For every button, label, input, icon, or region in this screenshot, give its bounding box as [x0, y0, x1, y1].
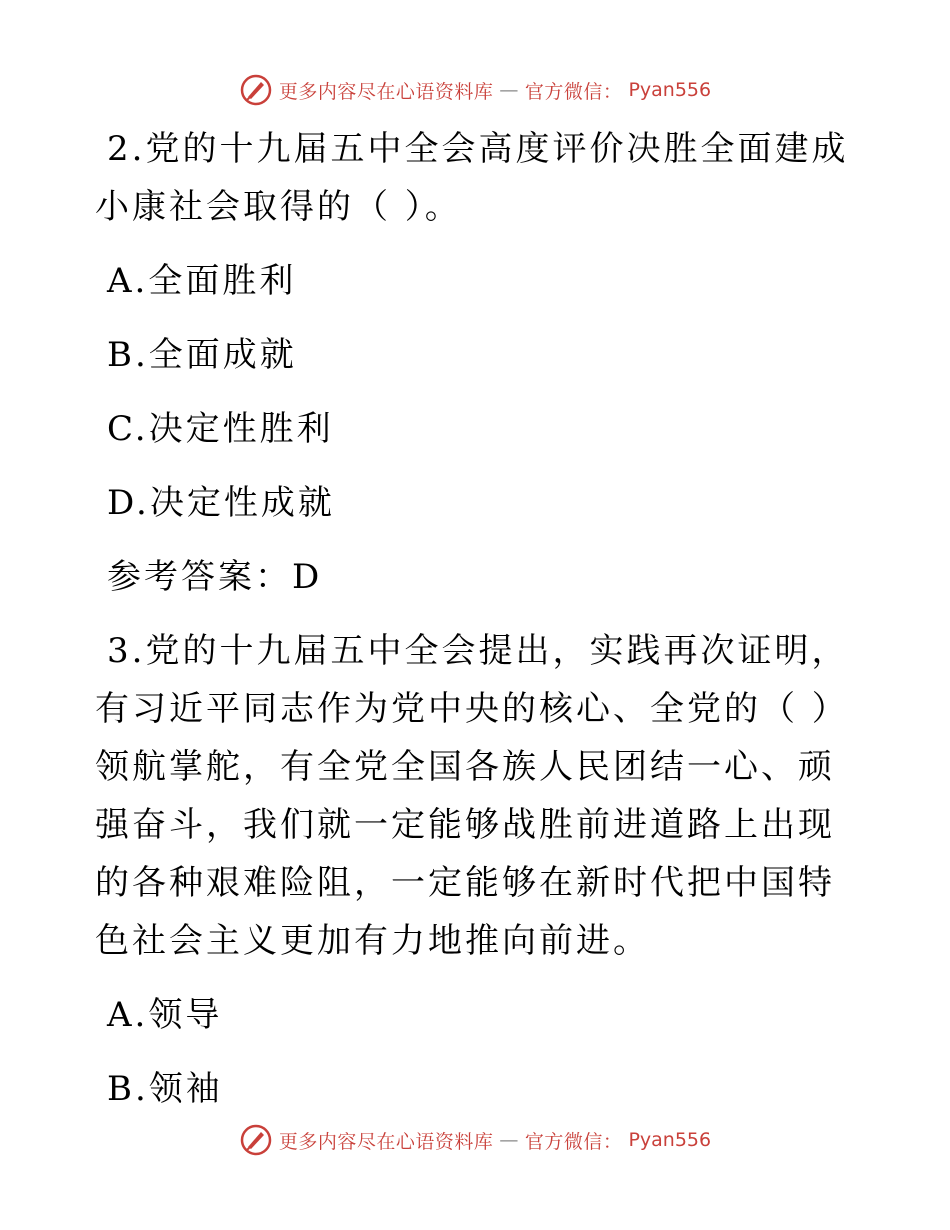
- question-2-stem: 2.党的十九届五中全会高度评价决胜全面建成小康社会取得的（ ）。: [95, 129, 849, 227]
- watermark-separator: —: [499, 79, 519, 101]
- question-3-option-b: B.领袖: [107, 1069, 223, 1109]
- question-2-option-b: B.全面成就: [107, 335, 297, 375]
- watermark-wechat-label: 官方微信：: [524, 80, 623, 103]
- question-2-option-a: A.全面胜利: [107, 261, 297, 301]
- header-watermark: [0, 70, 950, 110]
- quill-logo-icon: [239, 73, 273, 107]
- watermark-text: 更多内容尽在心语资料库: [278, 80, 494, 103]
- question-3-stem: 3.党的十九届五中全会提出，实践再次证明，有习近平同志作为党中央的核心、全党的（ ）领航掌舵，有全党全国各族人民团结一心、顽强奋斗，我们就一定能够战胜前进道路上出现的各种艰难险阻，一定能够在新时代把中国特色社会主义更加有力地推向前进。: [95, 631, 849, 961]
- watermark-separator: —: [499, 1129, 519, 1151]
- watermark-text: 更多内容尽在心语资料库: [278, 1130, 494, 1153]
- question-2-option-c: C.决定性胜利: [107, 409, 334, 449]
- quill-logo-icon: [239, 1123, 273, 1157]
- watermark-wechat-id: Pyan556: [628, 1129, 712, 1151]
- watermark-wechat-id: Pyan556: [628, 79, 712, 101]
- question-2-option-d: D.决定性成就: [107, 483, 335, 523]
- document-body: [95, 120, 865, 1118]
- footer-watermark: [0, 1120, 950, 1160]
- question-3-option-a: A.领导: [107, 995, 223, 1035]
- question-2-answer: 参考答案：D: [107, 557, 323, 597]
- watermark-wechat-label: 官方微信：: [524, 1130, 623, 1153]
